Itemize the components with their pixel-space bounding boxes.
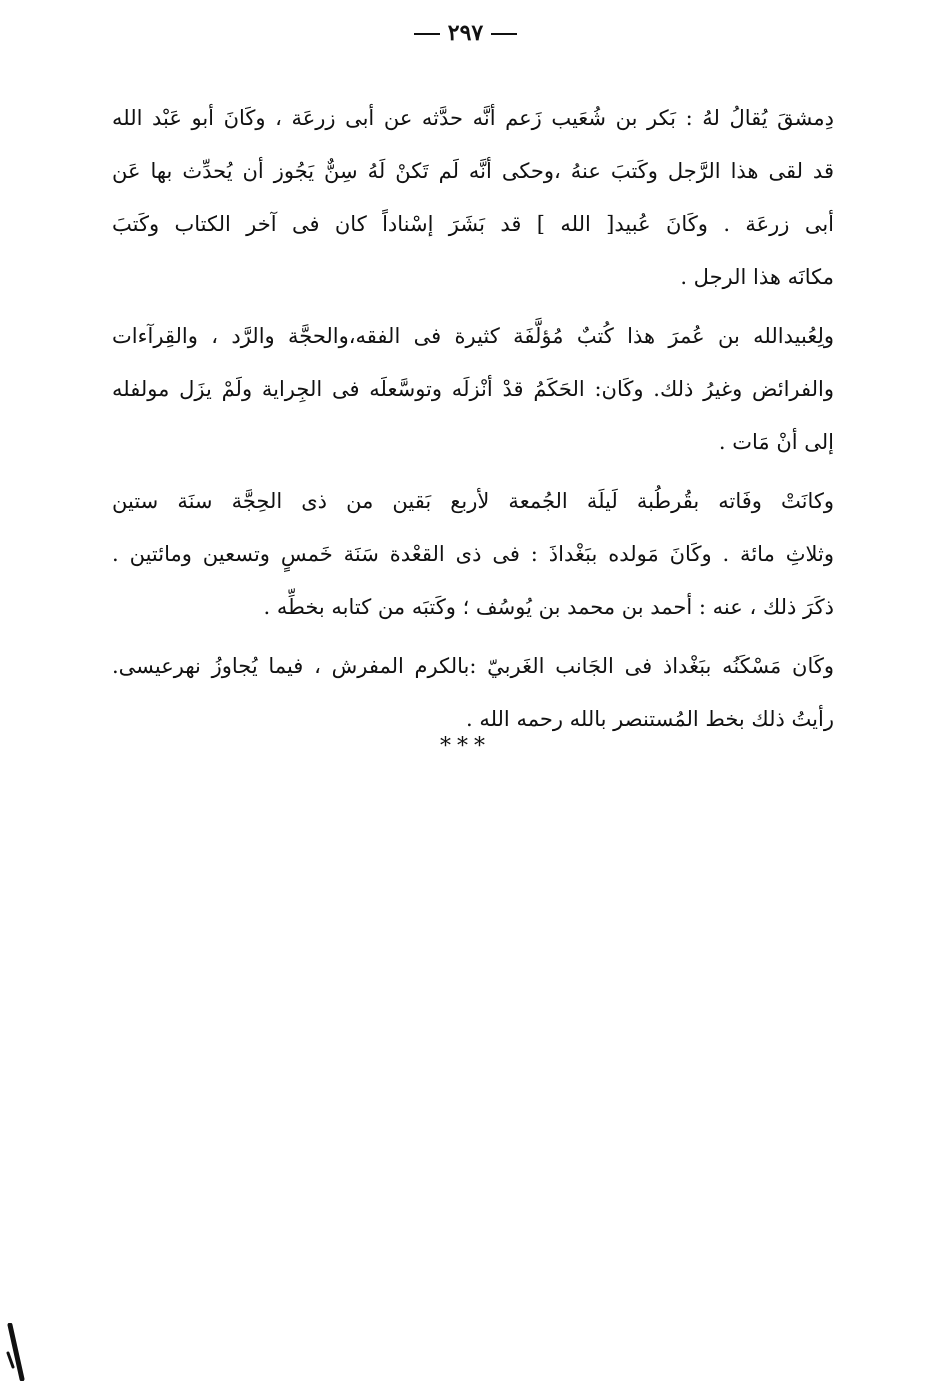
text-line: وثلاثِ مائة . وكَانَ مَولده ببَغْداذَ : فى ذى القعْدة سَنَة خَمسٍ وتسعين ومائتين . xyxy=(112,542,834,566)
paragraph-4 xyxy=(112,640,834,746)
text-line: قد لقى هذا الرَّجل وكَتبَ عنهُ ،وحكى أنَّه لَم تَكنْ لَهُ سِنٌّ يَجُوز أن يُحدِّث بها عَن xyxy=(112,159,834,183)
text-line: ذكَرَ ذلك ، عنه : أحمد بن محمد بن يُوسُف ؛ وكَتبَه من كتابه بخطِّه . xyxy=(263,595,834,619)
paragraph-3 xyxy=(112,475,834,634)
paragraph-1 xyxy=(112,92,834,304)
section-divider: *** xyxy=(440,734,491,759)
text-line: والفرائض وغيرُ ذلك. وكَان: الحَكَمُ قدْ أنْزلَه وتوسَّعلَه فى الجِراية ولَمْ يزَل مولفله xyxy=(112,377,834,401)
page-number-dash-left xyxy=(414,33,440,35)
text-line: وكانَتْ وفَاته بقُرطُبة لَيلَة الجُمعة لأربع بَقين من ذى الحِجَّة سنَة ستين xyxy=(112,489,834,513)
text-line: دِمشقَ يُقالُ لهُ : بَكر بن شُعَيب زَعم أنَّه حدَّثه عن أبى زرعَة ، وكَانَ أبو عَبْد الله xyxy=(112,106,834,130)
text-line: ولِعُبيدالله بن عُمرَ هذا كُتبٌ مُؤلَّفَة كثيرة فى الفقه،والحجَّة والرَّد ، والقِرآءات xyxy=(112,324,834,348)
text-line: مكانَه هذا الرجل . xyxy=(680,265,834,289)
page-number-text: ٢٩٧ xyxy=(447,20,484,46)
paragraph-2 xyxy=(112,310,834,469)
page-number-dash-right xyxy=(491,33,517,35)
scan-edge-mark xyxy=(6,1323,26,1381)
text-line: رأيتُ ذلك بخط المُستنصر بالله رحمه الله . xyxy=(465,707,834,731)
page-number xyxy=(0,18,931,48)
text-line: إلى أنْ مَات . xyxy=(718,430,834,454)
main-text xyxy=(112,92,834,746)
text-line: وكَان مَسْكَنُه ببَغْداذ فى الجَانب الغَربيّ :بالكرم المفرش ، فيما يُجاوزُ نهرعيسى. xyxy=(112,654,834,678)
text-line: أبى زرعَة . وكَانَ عُبيد[ الله ] قد بَشَرَ إسْناداً كان فى آخر الكتاب وكَتبَ xyxy=(112,212,834,236)
